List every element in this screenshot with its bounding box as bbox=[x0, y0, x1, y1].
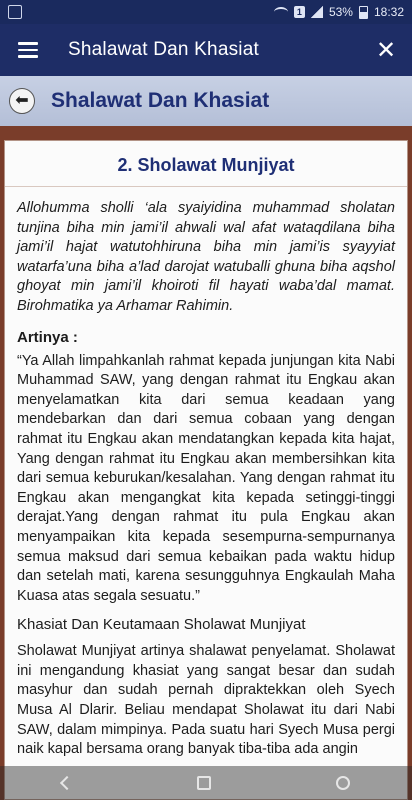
meaning-text: “Ya Allah limpahkanlah rahmat kepada junjungan kita Nabi Muhammad SAW, yang dengan rahmat itu Engkau akan menyelamatkan kita dari semua keadaan yang mendebarkan dan dari semua cobaan yang dengan rahmat itu Engkau akan mendatangkan kepada kita hajat, Yang dengan rahmat itu Engkau akan membersihkan kita dari semua keburukan/kesalahan. Yang dengan rahmat itu Engkau akan mengangkat kita kepada setinggi-tinggi derajat.Yang dengan rahmat itu pula Engkau akan menyampaikan kita kepada sesempurna-sempurnanya semua maksud dari semua kebaikan pada waktu hidup dan setelah mati, karena sesungguhnya Engkaulah Maha Kuasa atas segala sesuatu.” bbox=[17, 352, 395, 604]
back-arrow-icon[interactable]: ⬅ bbox=[9, 88, 35, 114]
benefits-text: Sholawat Munjiyat artinya shalawat penyelamat. Sholawat ini mengandung khasiat yang sangat besar dan sudah masyhur dan sudah pernah dipraktekkan oleh Syech Musa Al Dlarir. Beliau mendapat Sholawat itu dari Nabi SAW, dalam mimpinya. Pada suatu hari Syech Musa pergi naik kapal bersama orang banyak tiba-tiba ada angin bbox=[17, 643, 395, 758]
battery-icon bbox=[359, 6, 368, 19]
nav-back-icon[interactable] bbox=[60, 776, 74, 790]
close-icon[interactable]: ✕ bbox=[375, 36, 397, 64]
page-header bbox=[0, 76, 412, 126]
hamburger-menu-icon[interactable] bbox=[0, 24, 56, 76]
benefits-subheading: Khasiat Dan Keutamaan Sholawat Munjiyat bbox=[17, 616, 306, 634]
signal-icon bbox=[311, 6, 323, 18]
battery-percent: 53% bbox=[328, 5, 353, 19]
meaning-label: Artinya : bbox=[17, 328, 78, 346]
status-bar bbox=[0, 0, 412, 24]
notification-icon bbox=[8, 5, 22, 19]
app-title: Shalawat Dan Khasiat bbox=[68, 39, 259, 60]
page-title: Shalawat Dan Khasiat bbox=[51, 89, 270, 112]
arabic-transliteration: Allohumma sholli ‘ala syaiyidina muhammad sholatan tunjina biha min jami’il ahwali wal afat wataqdilana biha jami’il hajat watutohhiruna biha min jami’is syayyiat watarfa’una biha a’lad darojat watuballi ghuna biha aqshol ghoyat min jami’il khoiroti fil hayati waba’dal mamat. Birohmatika ya Arhamar Rahimin. bbox=[17, 200, 395, 314]
nav-recents-icon[interactable] bbox=[336, 776, 350, 790]
sim-icon: 1 bbox=[294, 6, 305, 18]
system-navigation-bar bbox=[0, 766, 412, 800]
app-bar bbox=[0, 24, 412, 76]
article-title: 2. Sholawat Munjiyat bbox=[117, 155, 295, 175]
article-card bbox=[4, 140, 408, 800]
content-area[interactable] bbox=[0, 126, 412, 800]
wifi-icon bbox=[274, 7, 288, 17]
divider bbox=[5, 186, 407, 187]
nav-home-icon[interactable] bbox=[197, 776, 211, 790]
clock: 18:32 bbox=[373, 5, 404, 19]
